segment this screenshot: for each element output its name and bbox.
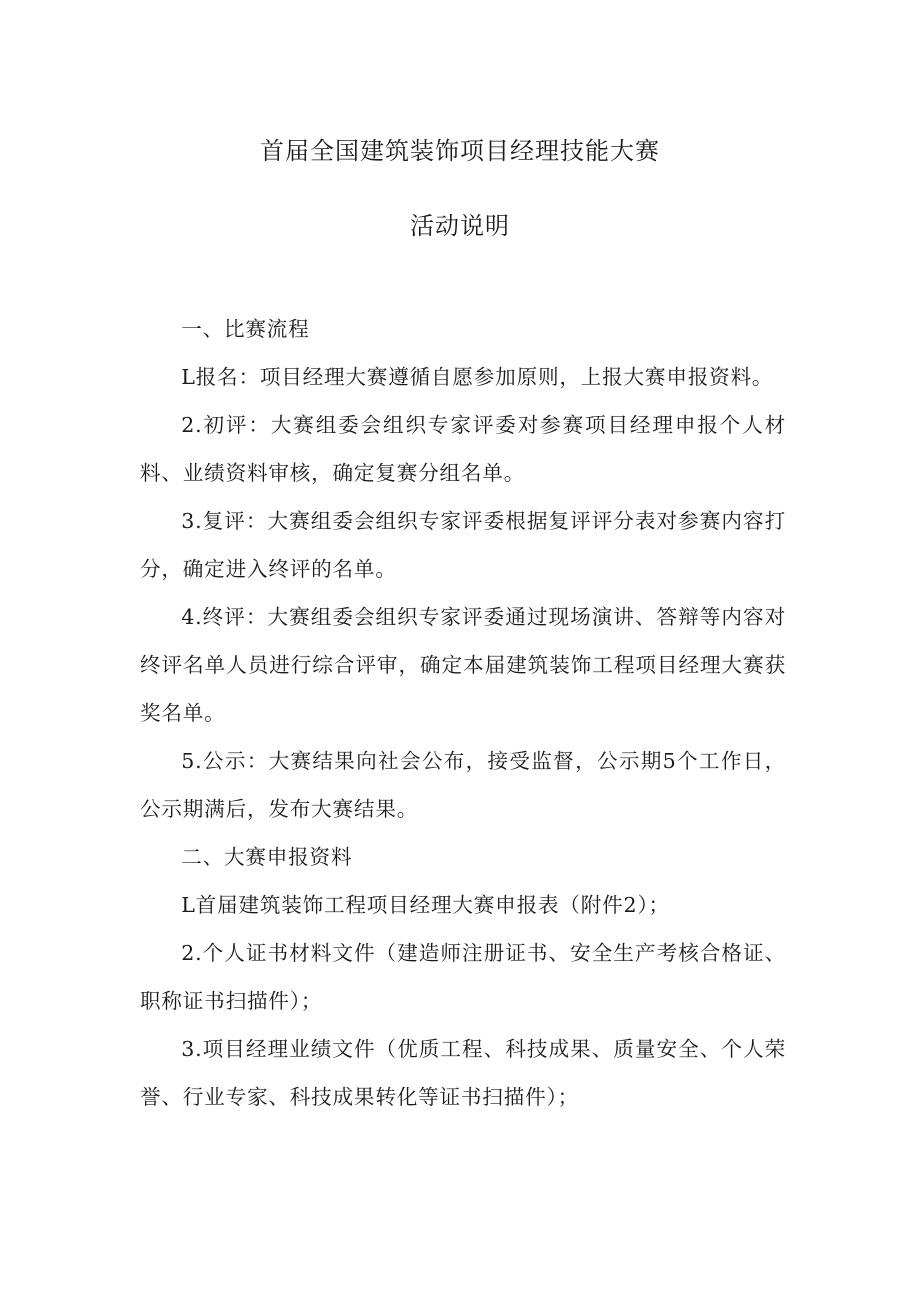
paragraph-publicity: 5.公示：大赛结果向社会公布，接受监督，公示期5个工作日，公示期满后，发布大赛结果。 <box>140 749 786 821</box>
paragraph-performance-files: 3.项目经理业绩文件（优质工程、科技成果、质量安全、个人荣誉、行业专家、科技成果转化等证书扫描件）； <box>140 1037 786 1109</box>
document-body <box>140 305 786 1121</box>
paragraph-registration: L报名：项目经理大赛遵循自愿参加原则，上报大赛申报资料。 <box>181 365 774 389</box>
paragraph-preliminary-review: 2.初评：大赛组委会组织专家评委对参赛项目经理申报个人材料、业绩资料审核，确定复赛分组名单。 <box>140 413 786 485</box>
paragraph-certificates: 2.个人证书材料文件（建造师注册证书、安全生产考核合格证、职称证书扫描件）； <box>140 941 786 1013</box>
section-heading-materials: 二、大赛申报资料 <box>181 845 353 869</box>
section-heading-process: 一、比赛流程 <box>181 317 310 341</box>
document-subtitle: 活动说明 <box>410 212 510 240</box>
document-title: 首届全国建筑装饰项目经理技能大赛 <box>260 137 660 165</box>
paragraph-final-review: 4.终评：大赛组委会组织专家评委通过现场演讲、答辩等内容对终评名单人员进行综合评审，确定本届建筑装饰工程项目经理大赛获奖名单。 <box>140 605 786 725</box>
paragraph-second-review: 3.复评：大赛组委会组织专家评委根据复评评分表对参赛内容打分，确定进入终评的名单。 <box>140 509 786 581</box>
paragraph-application-form: L首届建筑装饰工程项目经理大赛申报表（附件2）； <box>181 893 670 917</box>
